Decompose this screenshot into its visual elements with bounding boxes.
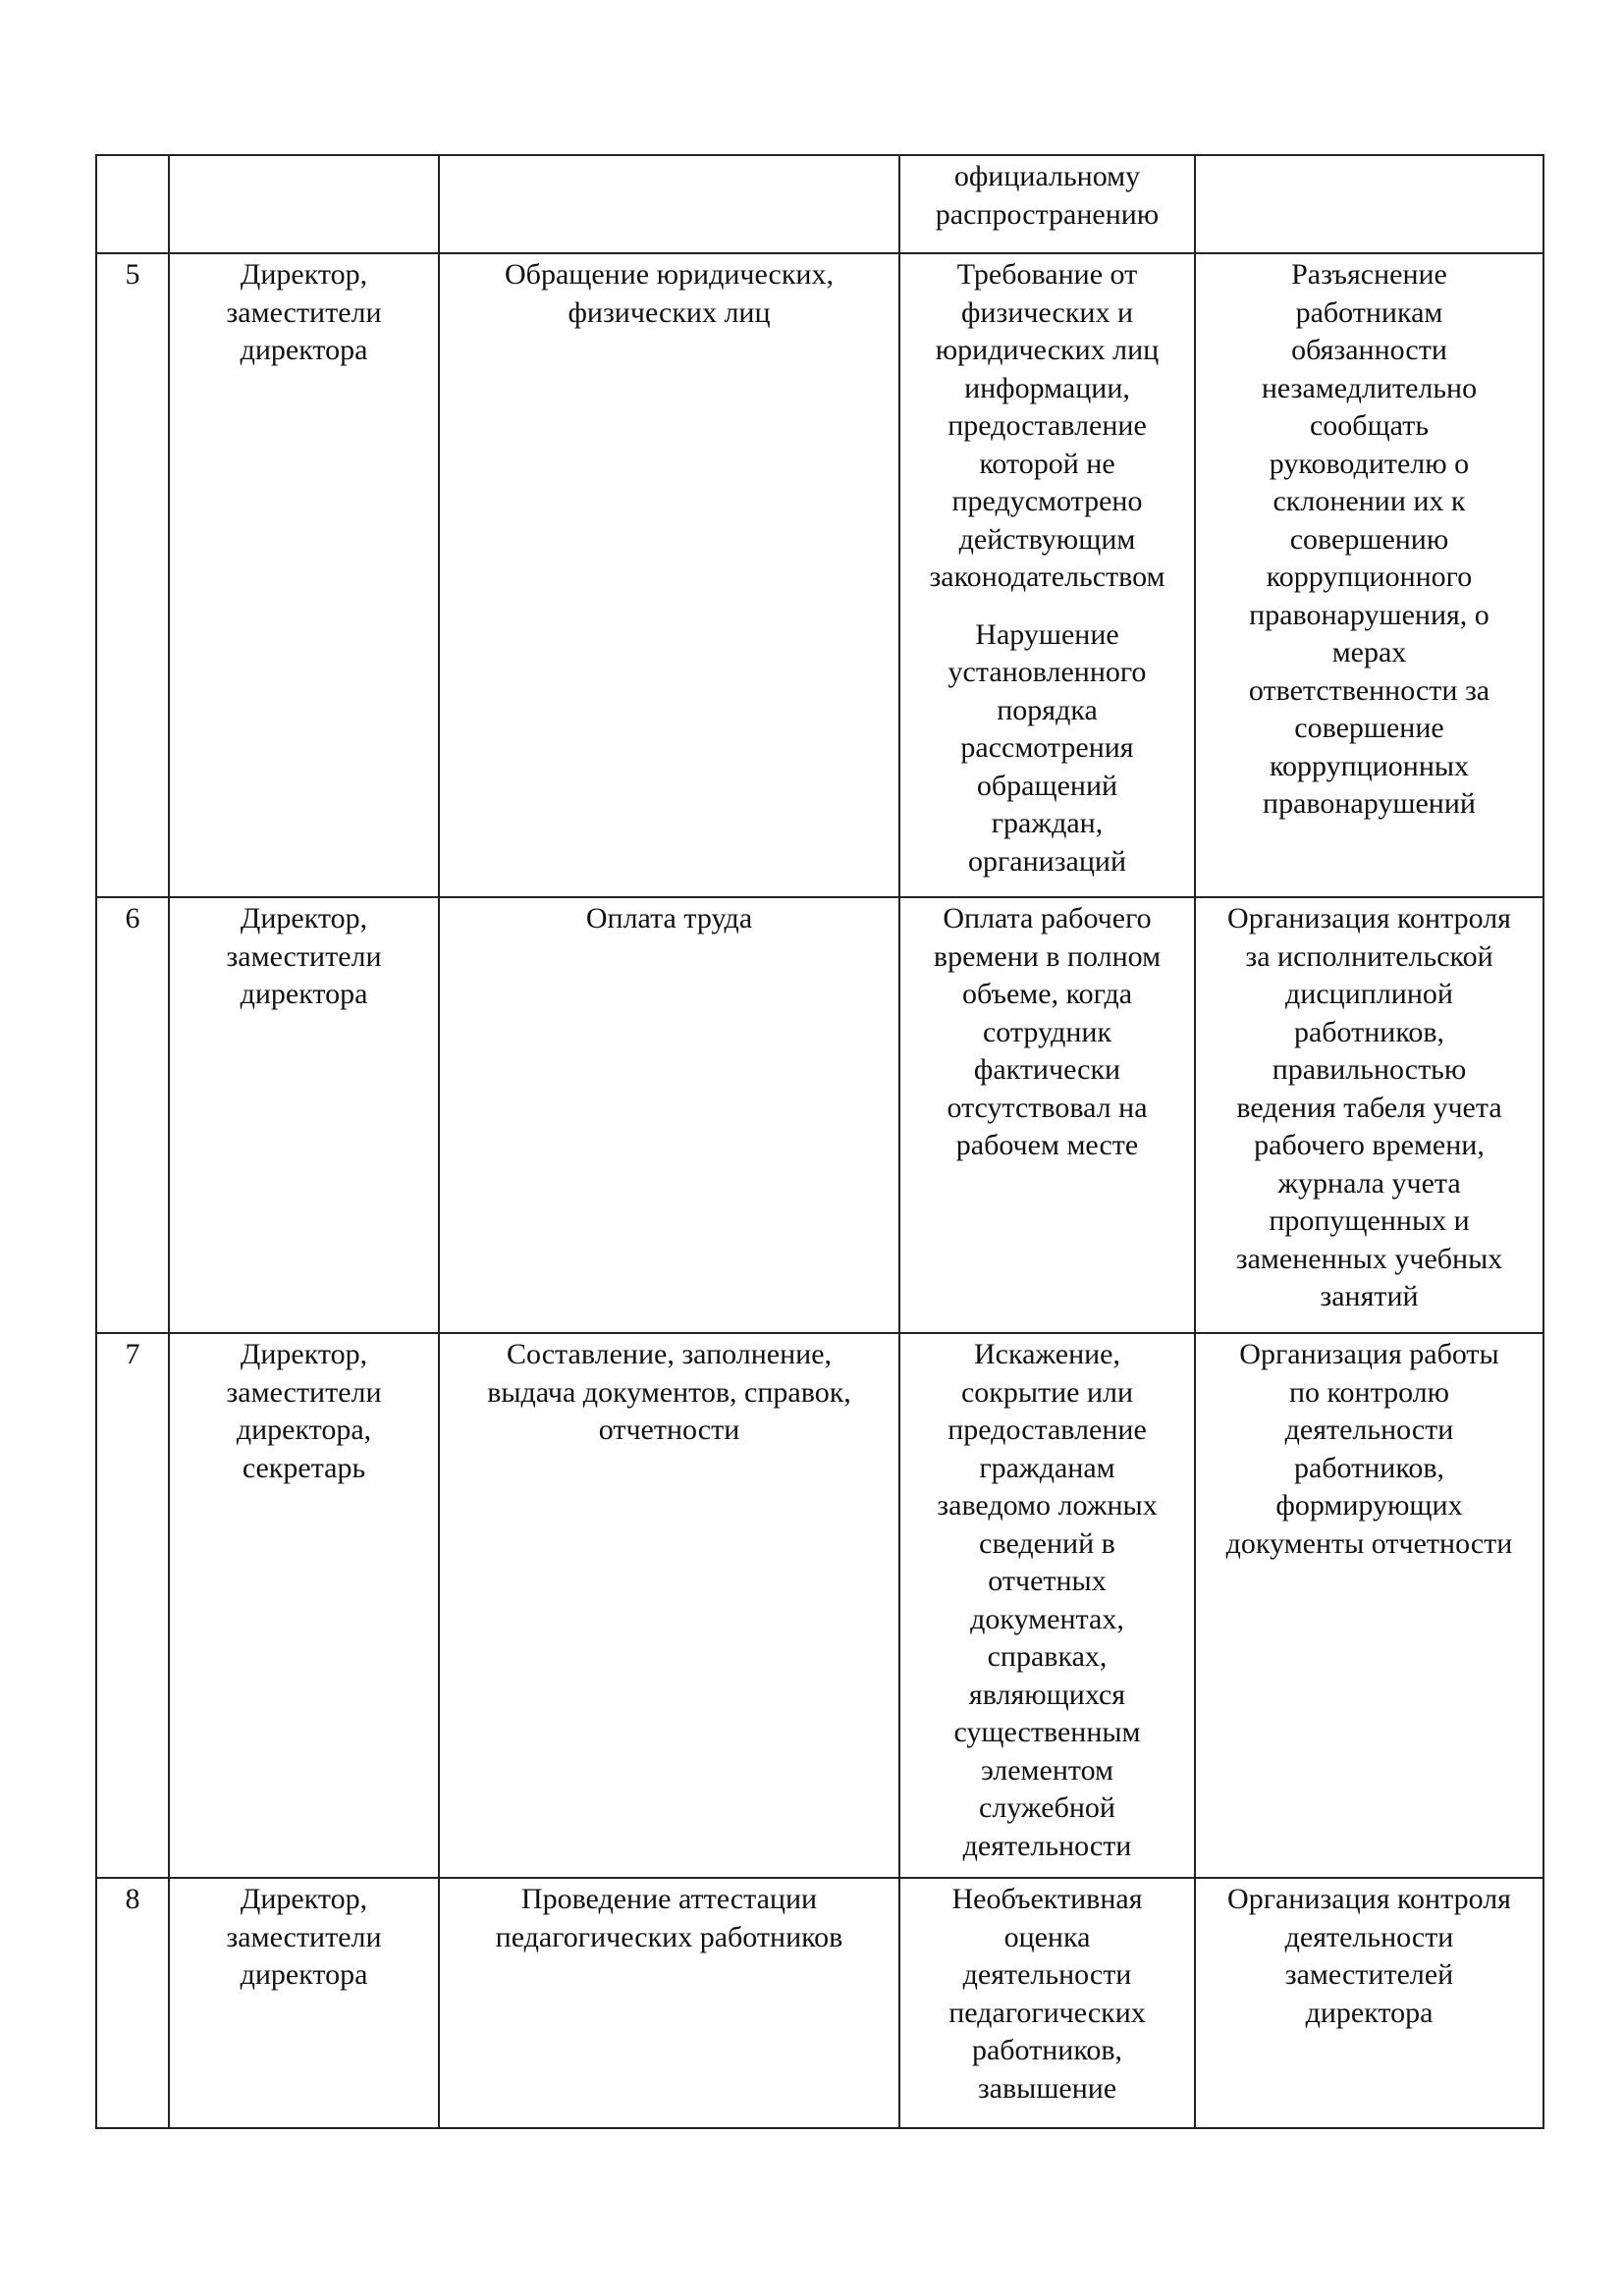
cell-position	[169, 253, 439, 897]
cell-measures	[1195, 155, 1543, 253]
risk-text: Требование от физических и юридических лиц информации, предоставление которой не предусмотрено действующим законодательством	[929, 258, 1165, 593]
position-text: Директор, заместители директора	[226, 1883, 382, 1991]
function-text: Составление, заполнение, выдача документов, справок, отчетности	[487, 1338, 851, 1446]
cell-number	[96, 1333, 169, 1878]
measures-text: Разъяснение работникам обязанности незамедлительно сообщать руководителю о склонении их к совершению коррупционного правонарушения, о мерах ответственности за совершение коррупционных правонарушений	[1248, 258, 1490, 820]
cell-risk	[899, 897, 1195, 1333]
row-number: 7	[125, 1338, 140, 1370]
measures-text: Организация контроля деятельности заместителей директора	[1227, 1883, 1511, 2029]
cell-measures	[1195, 1878, 1543, 2128]
cell-function	[439, 1333, 899, 1878]
cell-number	[96, 155, 169, 253]
position-text: Директор, заместители директора	[226, 902, 382, 1010]
cell-number	[96, 253, 169, 897]
position-text: Директор, заместители директора	[226, 258, 382, 366]
cell-function	[439, 897, 899, 1333]
cell-risk	[899, 155, 1195, 253]
table-row	[96, 897, 1543, 1333]
risk-text: официальному распространению	[935, 160, 1160, 231]
risk-text: Необъективная оценка деятельности педагогических работников, завышение	[948, 1883, 1146, 2105]
cell-measures	[1195, 1333, 1543, 1878]
function-text: Обращение юридических, физических лиц	[505, 258, 834, 329]
measures-text: Организация работы по контролю деятельности работников, формирующих документы отчетности	[1225, 1338, 1513, 1560]
risk-text: Искажение, сокрытие или предоставление гражданам заведомо ложных сведений в отчетных документах, справках, являющихся существенным элементом служебной деятельности	[937, 1338, 1158, 1862]
corruption-risk-table	[95, 154, 1544, 2129]
cell-function	[439, 1878, 899, 2128]
cell-function	[439, 253, 899, 897]
cell-position	[169, 897, 439, 1333]
table-row	[96, 1878, 1543, 2128]
row-number: 8	[125, 1883, 140, 1915]
cell-function	[439, 155, 899, 253]
measures-text: Организация контроля за исполнительской дисциплиной работников, правильностью ведения табеля учета рабочего времени, журнала учета пропущенных и замененных учебных занятий	[1227, 902, 1511, 1312]
table-row	[96, 1333, 1543, 1878]
cell-risk	[899, 1878, 1195, 2128]
function-text: Оплата труда	[585, 902, 753, 934]
table-row	[96, 253, 1543, 897]
cell-number	[96, 1878, 169, 2128]
risk-text: Оплата рабочего времени в полном объеме, когда сотрудник фактически отсутствовал на рабочем месте	[933, 902, 1162, 1161]
position-text: Директор, заместители директора, секретарь	[226, 1338, 382, 1484]
cell-measures	[1195, 897, 1543, 1333]
row-number: 5	[125, 258, 140, 291]
cell-measures	[1195, 253, 1543, 897]
risk-text-secondary: Нарушение установленного порядка рассмотрения обращений граждан, организаций	[947, 617, 1147, 878]
cell-position	[169, 155, 439, 253]
cell-position	[169, 1878, 439, 2128]
cell-position	[169, 1333, 439, 1878]
function-text: Проведение аттестации педагогических работников	[495, 1883, 843, 1953]
cell-number	[96, 897, 169, 1333]
cell-risk	[899, 1333, 1195, 1878]
cell-risk	[899, 253, 1195, 897]
row-number: 6	[125, 902, 140, 934]
table-row-continuation	[96, 155, 1543, 253]
